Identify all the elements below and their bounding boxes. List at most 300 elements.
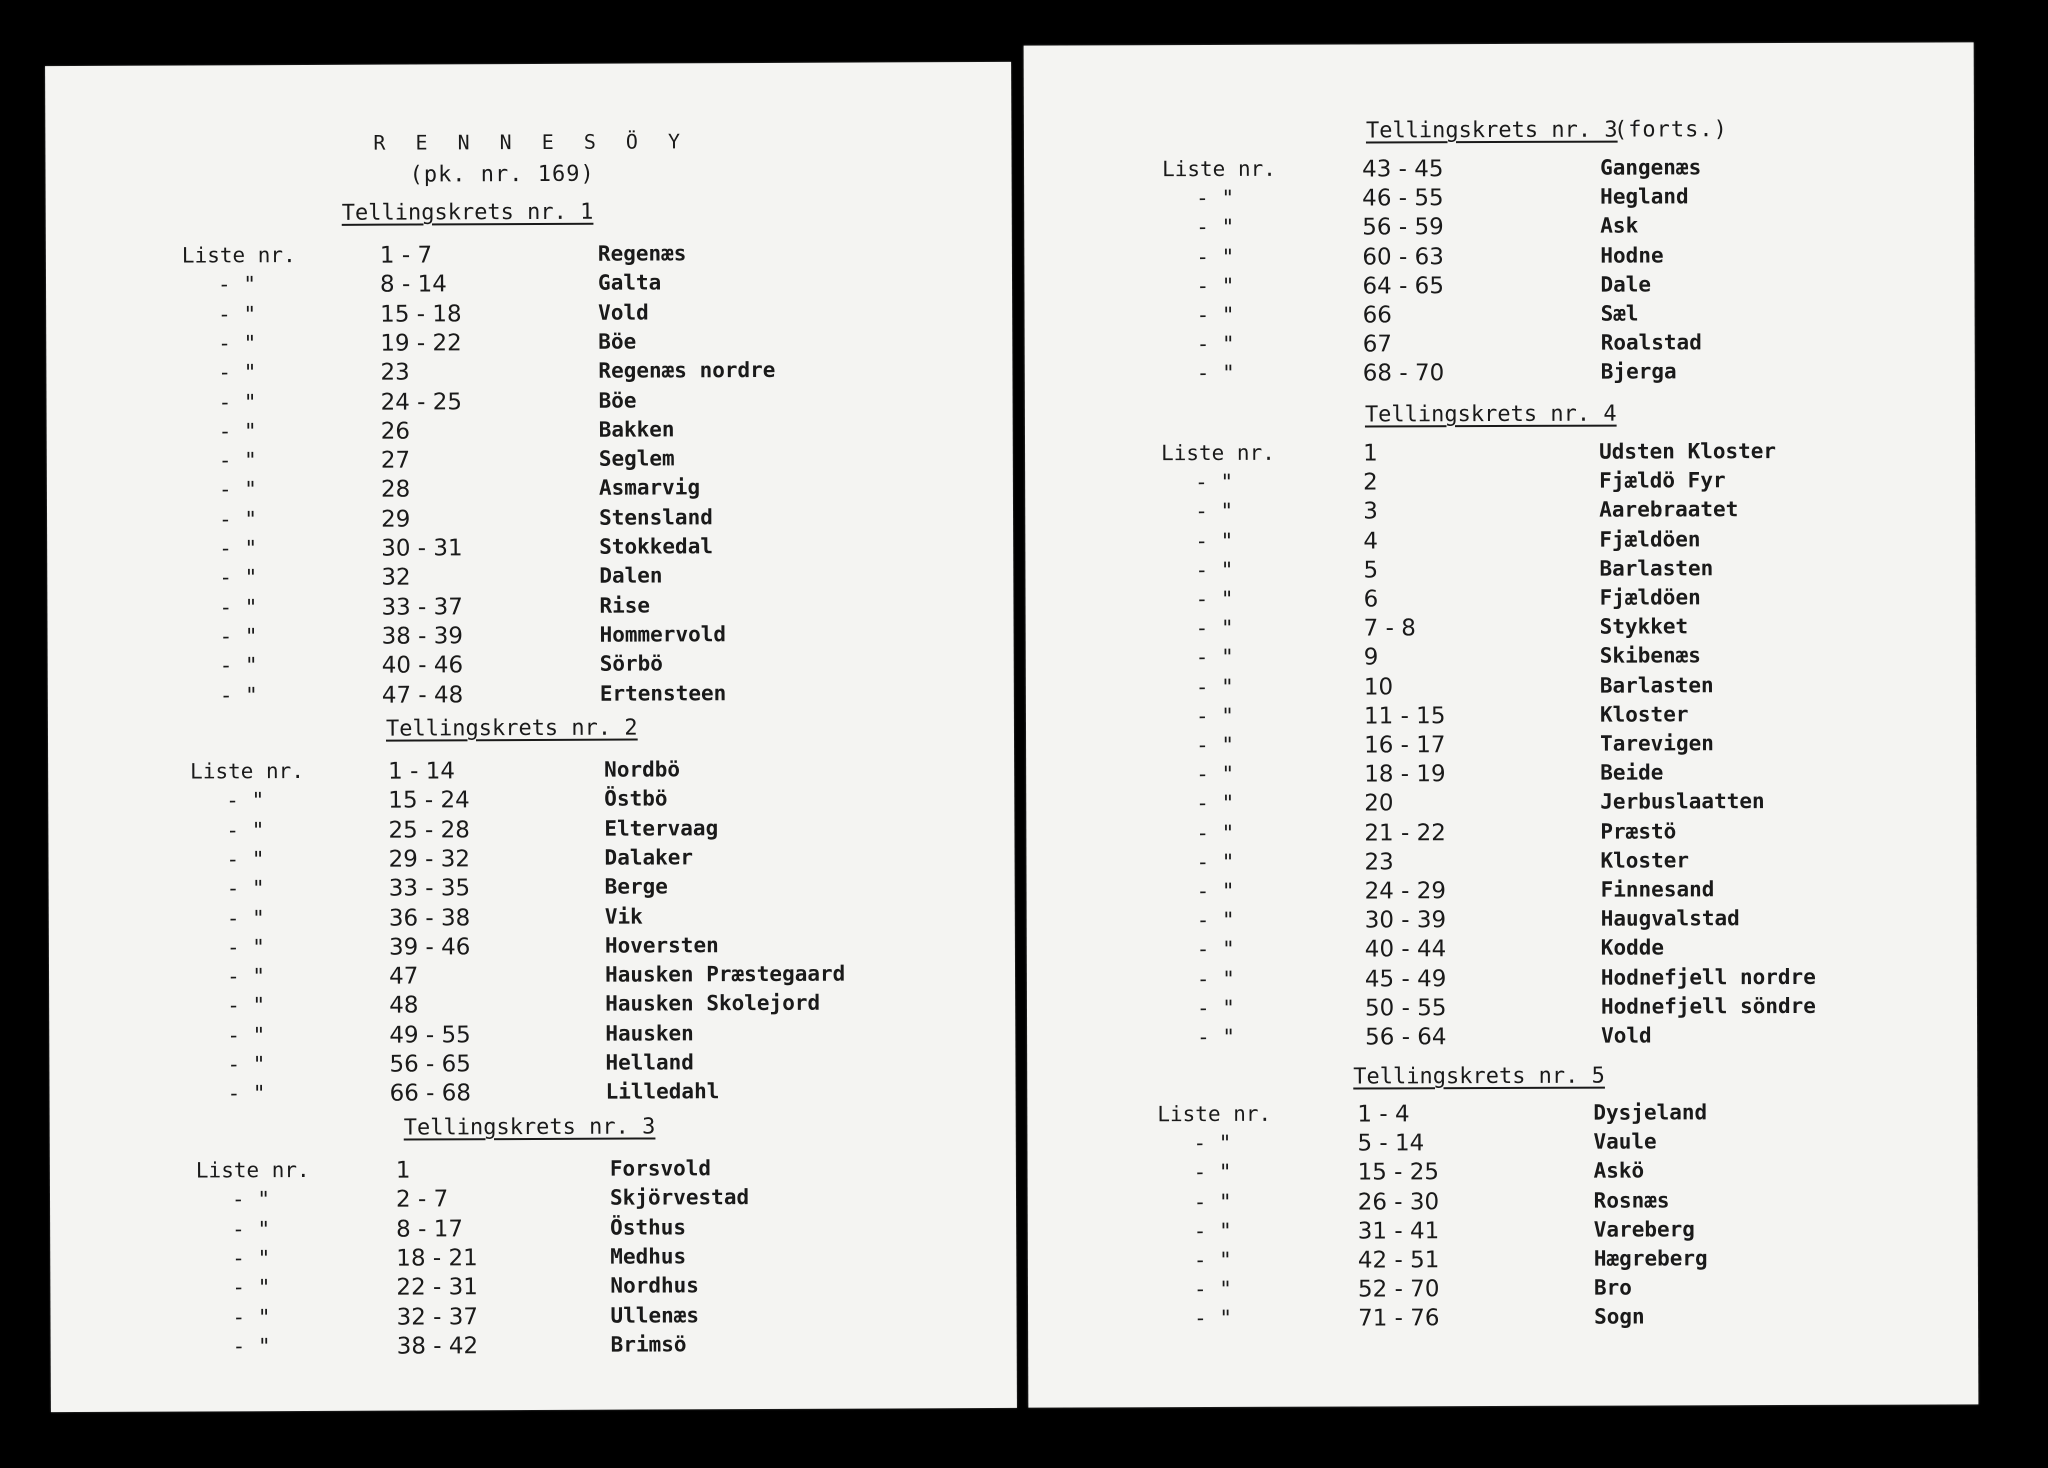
place-name: Nordhus [610,1273,699,1298]
list-row [50,1301,1016,1334]
right-page [1024,42,1979,1407]
section-heading: Tellingskrets nr. 3 [403,1114,656,1141]
liste-label: - " [226,905,265,930]
list-row [49,1049,1015,1082]
liste-range: 31 - 41 [1357,1218,1440,1245]
liste-label: - " [226,934,265,960]
liste-label: - " [1196,332,1235,357]
liste-label: - " [232,1333,271,1359]
liste-range: 18 - 21 [396,1245,478,1272]
list-row [48,650,1014,683]
liste-label: - " [227,1022,266,1048]
liste-label: Liste nr. [1161,440,1275,466]
liste-label: - " [1196,273,1235,298]
liste-range: 1 - 4 [1357,1101,1410,1128]
list-row [1025,438,1975,470]
place-name: Bakken [598,417,675,442]
liste-range: 56 - 64 [1365,1024,1447,1051]
liste-label: - " [227,1081,266,1106]
liste-range: 71 - 76 [1358,1305,1440,1332]
liste-label: - " [1193,1160,1232,1185]
place-name: Jerbuslaatten [1600,789,1765,815]
place-name: Beide [1600,760,1664,785]
place-name: Dysjeland [1593,1100,1708,1125]
place-name: Udsten Kloster [1599,439,1777,464]
list-row [1026,789,1976,821]
list-row [1026,584,1976,616]
place-name: Hommervold [599,622,727,647]
liste-range: 26 [380,418,411,445]
liste-label: - " [218,301,257,326]
list-row [1027,876,1977,908]
list-row [1025,526,1975,558]
list-row [48,814,1014,847]
list-row [1026,701,1976,733]
liste-label: - " [1196,849,1235,874]
list-row [47,416,1013,449]
place-name: Dale [1600,272,1652,297]
liste-label: - " [218,389,257,414]
liste-label: - " [1193,1247,1232,1273]
place-name: Böe [598,329,637,354]
list-row [46,357,1012,390]
place-name: Skibenæs [1599,643,1701,669]
list-row [47,474,1013,507]
place-name: Fjældöen [1599,585,1701,610]
liste-label: - " [1195,557,1234,582]
liste-range: 68 - 70 [1362,360,1445,387]
place-name: Præstö [1600,818,1677,844]
document-title: R E N N E S Ö Y [373,129,690,155]
liste-range: 28 [380,476,411,504]
liste-label: - " [232,1246,271,1271]
liste-label: - " [1196,215,1235,240]
list-row [1025,359,1975,391]
liste-range: 20 [1364,790,1394,817]
list-row [1025,468,1975,500]
list-row [47,533,1013,566]
place-name: Rise [599,593,651,618]
liste-range: 5 [1363,557,1379,584]
list-row [1024,154,1974,186]
liste-label: - " [1196,244,1235,269]
place-name: Hausken Præstegaard [604,961,846,987]
liste-label: - " [218,331,257,356]
place-name: Dalaker [604,845,694,870]
liste-label: - " [227,1052,266,1077]
liste-label: - " [1195,616,1234,641]
list-row [50,1155,1016,1188]
liste-range: 52 - 70 [1357,1276,1440,1303]
liste-range: 27 [380,447,411,474]
liste-range: 5 - 14 [1357,1130,1425,1157]
place-name: Galta [597,270,662,295]
list-row [50,1243,1016,1276]
place-name: Seglem [598,446,675,471]
place-name: Regenæs [597,241,687,266]
place-name: Fjældöen [1599,526,1701,552]
liste-range: 29 - 32 [388,846,471,873]
place-name: Ask [1600,213,1639,239]
list-row [47,504,1013,537]
liste-label: - " [219,653,258,678]
list-row [48,785,1014,818]
liste-range: 45 - 49 [1364,965,1447,993]
list-row [1028,1158,1978,1190]
liste-label: - " [1197,1024,1236,1050]
list-row [1024,242,1974,274]
list-row [1027,906,1977,938]
place-name: Vareberg [1593,1217,1695,1242]
liste-label: - " [219,565,258,590]
list-row [46,240,1012,273]
liste-range: 40 - 46 [381,652,464,679]
liste-range: 39 - 46 [388,934,471,961]
liste-label: - " [1196,966,1235,991]
list-row [50,1272,1016,1305]
liste-range: 30 - 31 [381,535,463,562]
liste-range: 15 - 25 [1357,1159,1440,1186]
list-row [1026,672,1976,704]
liste-range: 64 - 65 [1362,272,1444,300]
place-name: Vold [598,300,649,325]
list-row [1025,300,1975,332]
liste-range: 36 - 38 [388,904,471,932]
place-name: Fjældö Fyr [1599,468,1726,493]
liste-label: - " [1195,499,1234,524]
liste-range: 1 [395,1157,411,1184]
liste-range: 56 - 65 [389,1051,471,1078]
liste-range: 24 - 25 [380,388,463,416]
list-row [46,328,1012,361]
liste-range: 42 - 51 [1357,1247,1440,1274]
liste-label: - " [1196,820,1235,845]
list-row [1025,497,1975,529]
liste-range: 24 - 29 [1364,878,1447,905]
list-row [1026,730,1976,762]
liste-label: - " [232,1304,271,1329]
list-row [1024,213,1974,245]
list-row [1025,330,1975,362]
liste-range: 10 [1363,673,1394,701]
place-name: Ertensteen [599,680,727,706]
liste-range: 23 [1364,849,1394,876]
liste-label: - " [1196,908,1235,933]
liste-range: 47 - 48 [381,681,464,709]
place-name: Tarevigen [1600,731,1714,756]
liste-label: - " [1195,586,1234,612]
liste-range: 46 - 55 [1362,185,1444,212]
liste-range: 8 - 14 [379,271,447,298]
section-heading-suffix: (forts.) [1613,117,1728,143]
place-name: Berge [604,874,668,899]
liste-label: - " [217,272,257,297]
place-name: Regenæs nordre [598,358,776,383]
liste-label: - " [232,1216,271,1241]
liste-range: 22 - 31 [396,1274,478,1301]
liste-label: - " [1196,732,1235,758]
liste-label: - " [1196,878,1235,904]
liste-range: 15 - 18 [380,300,462,328]
place-name: Rosnæs [1593,1188,1670,1213]
liste-range: 19 - 22 [380,330,462,357]
liste-range: 67 [1362,331,1392,358]
liste-label: - " [1196,791,1235,816]
liste-range: 3 [1363,498,1378,525]
place-name: Dalen [599,563,663,588]
liste-label: - " [218,360,257,385]
liste-range: 43 - 45 [1362,156,1444,183]
liste-label: - " [1196,937,1235,962]
liste-label: - " [219,624,258,649]
place-name: Sogn [1594,1304,1645,1330]
liste-range: 32 - 37 [396,1303,479,1331]
section-heading: Tellingskrets nr. 4 [1364,401,1617,428]
liste-range: 33 - 37 [381,593,463,621]
liste-label: - " [231,1187,271,1212]
place-name: Hoversten [604,932,719,958]
liste-label: - " [1195,674,1234,699]
liste-range: 33 - 35 [388,875,471,902]
liste-label: Liste nr. [190,758,304,784]
liste-range: 18 - 19 [1364,761,1446,788]
section-heading: Tellingskrets nr. 2 [385,715,638,742]
liste-label: - " [218,448,257,473]
section-heading: Tellingskrets nr. 5 [1353,1063,1605,1090]
list-row [1028,1245,1978,1277]
list-row [49,902,1015,935]
liste-range: 9 [1363,644,1379,671]
place-name: Medhus [610,1244,687,1269]
place-name: Haugvalstad [1600,906,1740,931]
liste-range: 16 - 17 [1364,732,1446,759]
place-name: Hodne [1600,243,1664,268]
list-row [1026,760,1976,792]
liste-label: - " [1193,1189,1232,1214]
place-name: Bro [1593,1275,1632,1300]
place-name: Hægreberg [1593,1246,1708,1271]
liste-label: - " [1195,528,1234,553]
right-page-body [1024,42,1974,1332]
place-name: Ullenæs [610,1302,700,1328]
place-name: Bjerga [1600,359,1677,385]
place-name: Brimsö [610,1332,687,1357]
place-name: Hegland [1600,184,1689,209]
left-page [45,62,1017,1412]
liste-label: - " [218,506,258,532]
liste-label: Liste nr. [1157,1101,1272,1127]
list-row [1027,964,1977,996]
liste-label: - " [1195,470,1234,495]
liste-label: - " [1196,186,1235,211]
place-name: Helland [605,1050,694,1075]
list-row [1027,1022,1977,1054]
place-name: Böe [598,388,637,413]
liste-range: 56 - 59 [1362,214,1444,241]
list-row [47,445,1013,478]
liste-label: - " [1196,762,1235,787]
list-row [1026,847,1976,879]
liste-range: 40 - 44 [1364,936,1447,963]
list-row [1026,614,1976,646]
liste-range: 38 - 42 [396,1333,479,1360]
section-heading: Tellingskrets nr. 1 [341,199,594,226]
place-name: Hodnefjell söndre [1600,993,1816,1019]
list-row [49,873,1015,906]
liste-range: 66 - 68 [389,1080,472,1107]
list-row [1028,1187,1978,1219]
list-row [1026,818,1976,850]
liste-range: 47 [388,963,419,990]
place-name: Forsvold [609,1156,712,1181]
liste-label: - " [1196,302,1235,328]
list-row [50,1078,1016,1111]
place-name: Hausken Skolejord [605,991,821,1017]
list-row [48,756,1014,789]
liste-label: Liste nr. [1162,156,1276,182]
liste-label: - " [226,876,265,901]
liste-label: - " [219,594,258,619]
place-name: Lilledahl [605,1079,720,1104]
liste-label: - " [219,536,258,561]
place-name: Barlasten [1599,556,1714,581]
place-name: Roalstad [1600,330,1702,355]
liste-label: Liste nr. [195,1157,310,1183]
liste-range: 1 - 7 [379,242,433,269]
list-row [1027,935,1977,967]
liste-range: 38 - 39 [381,623,464,650]
list-row [49,1020,1015,1053]
liste-label: - " [218,477,257,502]
document-subtitle: (pk. nr. 169) [409,161,595,188]
liste-range: 21 - 22 [1364,819,1446,847]
place-name: Askö [1593,1158,1645,1184]
list-row [47,562,1013,595]
place-name: Östbö [604,786,668,811]
liste-label: - " [1196,361,1235,386]
list-row [48,679,1014,712]
liste-range: 4 [1363,528,1379,555]
liste-range: 23 [380,359,410,386]
list-row [1028,1304,1978,1336]
place-name: Kodde [1600,935,1665,961]
place-name: Stykket [1599,614,1689,639]
liste-label: - " [1195,645,1234,670]
liste-label: - " [218,418,257,444]
place-name: Barlasten [1599,672,1714,698]
list-row [49,961,1015,994]
liste-label: - " [1193,1218,1232,1243]
place-name: Vaule [1593,1129,1657,1154]
liste-range: 48 [389,992,419,1020]
liste-range: 1 [1363,440,1378,467]
liste-range: 8 - 17 [396,1215,464,1243]
place-name: Eltervaag [604,815,719,841]
liste-range: 49 - 55 [389,1021,471,1049]
place-name: Stokkedal [599,534,714,559]
place-name: Kloster [1600,848,1690,873]
liste-range: 6 [1363,586,1379,613]
liste-range: 7 - 8 [1363,615,1416,642]
place-name: Gangenæs [1600,155,1702,180]
place-name: Sörbö [599,651,663,676]
liste-range: 26 - 30 [1357,1188,1440,1216]
liste-label: - " [226,788,265,813]
list-row [1027,993,1977,1025]
list-row [49,990,1015,1023]
list-row [1027,1129,1977,1161]
list-row [1027,1099,1977,1131]
liste-range: 32 [381,564,411,591]
list-row [46,269,1012,302]
place-name: Aarebraatet [1599,497,1739,523]
liste-range: 66 [1362,302,1392,329]
liste-label: - " [232,1275,271,1300]
list-row [46,386,1012,419]
liste-label: - " [1195,703,1234,728]
list-row [1024,271,1974,303]
list-row [48,621,1014,654]
list-row [47,591,1013,624]
liste-label: - " [227,993,266,1018]
place-name: Finnesand [1600,877,1715,902]
liste-range: 2 [1363,469,1378,496]
liste-range: 15 - 24 [388,787,470,814]
liste-label: Liste nr. [181,243,296,268]
liste-range: 50 - 55 [1364,994,1447,1022]
liste-label: - " [226,847,265,872]
liste-range: 30 - 39 [1364,907,1447,934]
liste-range: 29 [380,506,411,533]
list-row [1028,1275,1978,1307]
liste-range: 11 - 15 [1363,702,1446,730]
place-name: Vik [604,904,643,929]
liste-range: 1 - 14 [388,758,456,785]
liste-label: - " [1193,1277,1232,1302]
list-row [50,1213,1016,1246]
list-row [46,298,1012,331]
liste-label: - " [1194,1306,1233,1331]
place-name: Hausken [605,1020,694,1046]
place-name: Hodnefjell nordre [1600,964,1816,990]
liste-label: - " [1196,995,1235,1020]
liste-range: 2 - 7 [395,1186,449,1213]
list-row [1025,555,1975,587]
place-name: Sæl [1600,301,1639,326]
liste-label: - " [226,964,266,989]
list-row [51,1331,1017,1364]
place-name: Östhus [610,1214,687,1240]
list-row [1026,643,1976,675]
list-row [48,844,1014,877]
liste-label: - " [219,682,258,707]
place-name: Asmarvig [598,475,701,501]
liste-range: 60 - 63 [1362,243,1444,271]
place-name: Nordbö [604,757,681,782]
list-row [49,932,1015,965]
list-row [1028,1216,1978,1248]
liste-range: 25 - 28 [388,816,470,844]
place-name: Vold [1601,1023,1652,1048]
place-name: Skjörvestad [609,1185,750,1210]
place-name: Kloster [1599,702,1689,727]
list-row [1024,184,1974,216]
section-heading: Tellingskrets nr. 3 [1365,117,1618,144]
liste-label: - " [226,817,265,842]
list-row [50,1184,1016,1217]
liste-label: - " [1193,1131,1232,1156]
place-name: Stensland [598,504,713,530]
